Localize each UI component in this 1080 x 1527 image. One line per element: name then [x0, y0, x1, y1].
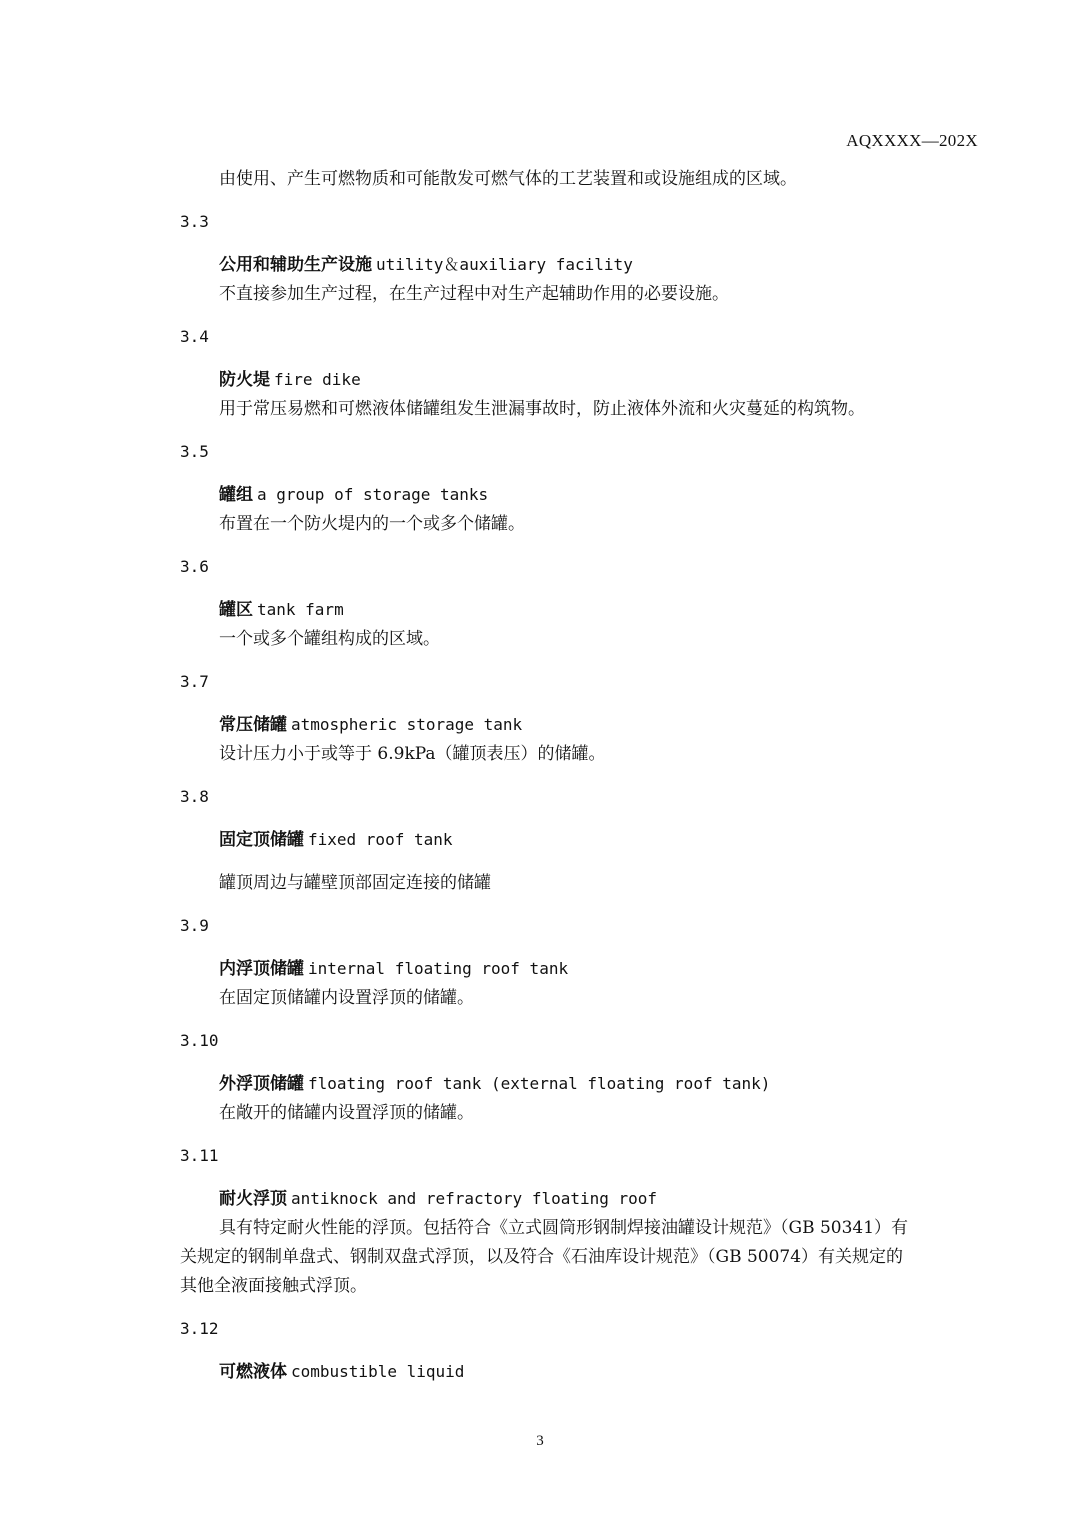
term-chinese: 常压储罐 — [219, 715, 287, 735]
term-english: fixed roof tank — [308, 830, 453, 849]
term-definition: 一个或多个罐组构成的区域。 — [219, 629, 440, 649]
term-heading — [219, 1073, 770, 1095]
section-number: 3.6 — [180, 557, 209, 576]
term-english: atmospheric storage tank — [291, 715, 523, 734]
term-heading — [219, 829, 453, 851]
section-number: 3.9 — [180, 916, 209, 935]
section-number: 3.7 — [180, 672, 209, 691]
term-definition: 在敞开的储罐内设置浮顶的储罐。 — [219, 1103, 474, 1123]
term-english: combustible liquid — [291, 1362, 465, 1381]
term-definition: 罐顶周边与罐壁顶部固定连接的储罐 — [219, 873, 491, 893]
section-number: 3.8 — [180, 787, 209, 806]
term-heading — [219, 254, 633, 276]
term-chinese: 罐组 — [219, 485, 253, 505]
section-number: 3.11 — [180, 1146, 219, 1165]
term-english: internal floating roof tank — [308, 959, 569, 978]
section-number: 3.3 — [180, 212, 209, 231]
term-chinese: 可燃液体 — [219, 1362, 287, 1382]
term-english: floating roof tank (external floating roof tank) — [308, 1074, 771, 1093]
term-definition: 布置在一个防火堤内的一个或多个储罐。 — [219, 514, 525, 534]
term-chinese: 内浮顶储罐 — [219, 959, 304, 979]
intro-definition: 由使用、产生可燃物质和可能散发可燃气体的工艺装置和或设施组成的区域。 — [219, 169, 797, 189]
document-code: AQXXXX—202X — [846, 131, 978, 150]
term-heading — [219, 1361, 464, 1383]
term-chinese: 防火堤 — [219, 370, 270, 390]
term-chinese: 罐区 — [219, 600, 253, 620]
section-number: 3.12 — [180, 1319, 219, 1338]
term-definition: 在固定顶储罐内设置浮顶的储罐。 — [219, 988, 474, 1008]
term-definition: 用于常压易燃和可燃液体储罐组发生泄漏事故时，防止液体外流和火灾蔓延的构筑物。 — [219, 399, 865, 419]
term-english: tank farm — [257, 600, 344, 619]
term-heading — [219, 484, 488, 506]
section-number: 3.4 — [180, 327, 209, 346]
term-definition: 设计压力小于或等于 6.9kPa（罐顶表压）的储罐。 — [219, 744, 606, 764]
term-definition: 不直接参加生产过程，在生产过程中对生产起辅助作用的必要设施。 — [219, 284, 729, 304]
term-english: antiknock and refractory floating roof — [291, 1189, 658, 1208]
term-english: fire dike — [274, 370, 361, 389]
term-definition: 具有特定耐火性能的浮顶。包括符合《立式圆筒形钢制焊接油罐设计规范》（GB 50341）有 — [219, 1218, 909, 1238]
term-heading — [219, 369, 361, 391]
page-number: 3 — [536, 1433, 544, 1449]
term-english: utility＆auxiliary facility — [376, 255, 633, 274]
term-definition: 关规定的钢制单盘式、钢制双盘式浮顶，以及符合《石油库设计规范》（GB 50074）有关规定的 — [180, 1247, 904, 1267]
term-heading — [219, 599, 344, 621]
term-heading — [219, 1188, 657, 1210]
term-definition: 其他全液面接触式浮顶。 — [180, 1276, 367, 1296]
term-chinese: 固定顶储罐 — [219, 830, 304, 850]
term-heading — [219, 958, 568, 980]
section-number: 3.10 — [180, 1031, 219, 1050]
term-chinese: 耐火浮顶 — [219, 1189, 287, 1209]
term-chinese: 外浮顶储罐 — [219, 1074, 304, 1094]
section-number: 3.5 — [180, 442, 209, 461]
term-heading — [219, 714, 522, 736]
term-english: a group of storage tanks — [257, 485, 489, 504]
term-chinese: 公用和辅助生产设施 — [219, 255, 372, 275]
